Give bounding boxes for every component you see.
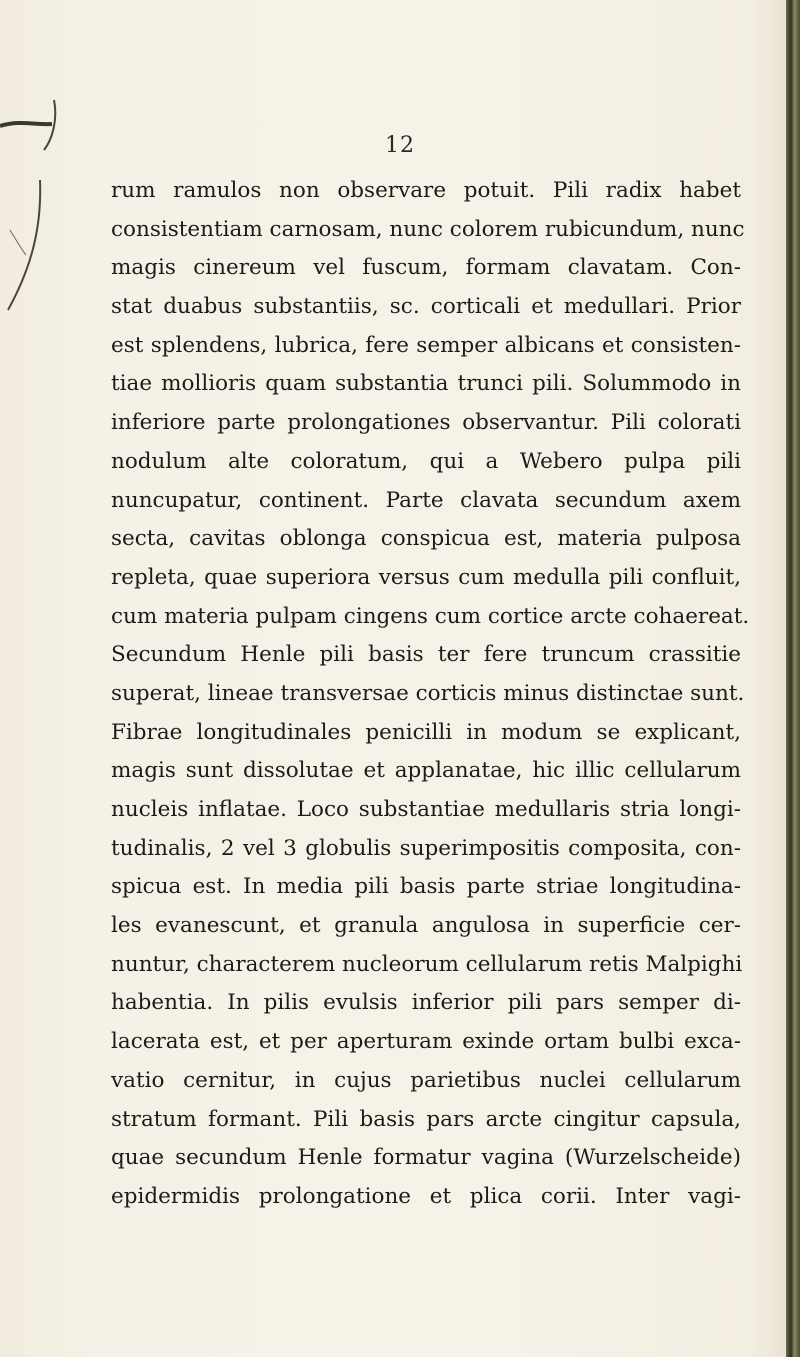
text-line: Secundum Henle pili basis ter fere truncum crassitie [111,642,741,668]
page-number: 12 [385,133,415,158]
text-line: nuntur, characterem nucleorum cellularum retis Malpighi [111,951,743,977]
text-line: tiae mollioris quam substantia trunci pili. Solummodo in [111,371,741,397]
text-line: magis cinereum vel fuscum, formam clavatam. Con- [111,255,741,281]
text-line: Fibrae longitudinales penicilli in modum se explicant, [111,719,741,745]
text-line: spicua est. In media pili basis parte striae longitudina- [111,874,741,900]
text-line: vatio cernitur, in cujus parietibus nuclei cellularum [111,1067,741,1093]
text-line: repleta, quae superiora versus cum medulla pili confluit, [111,564,741,590]
text-line: habentia. In pilis evulsis inferior pili pars semper di- [111,990,741,1016]
text-line: les evanescunt, et granula angulosa in superficie cer- [111,913,741,939]
text-line: nodulum alte coloratum, qui a Webero pulpa pili [111,448,741,474]
text-line: rum ramulos non observare potuit. Pili radix habet [111,178,741,203]
text-line: nuncupatur, continent. Parte clavata secundum axem [111,487,741,513]
text-line: epidermidis prolongatione et plica corii. Inter vagi- [111,1183,741,1209]
text-line: consistentiam carnosam, nunc colorem rubicundum, nunc [111,216,745,242]
text-line: secta, cavitas oblonga conspicua est, materia pulposa [111,526,741,552]
text-line: magis sunt dissolutae et applanatae, hic illic cellularum [111,758,741,784]
margin-pencil-mark [0,80,70,320]
text-line: cum materia pulpam cingens cum cortice arcte cohaereat. [111,603,750,629]
text-line: tudinalis, 2 vel 3 globulis superimpositis composita, con- [111,835,741,861]
text-line: superat, lineae transversae corticis minus distinctae sunt. [111,680,745,706]
text-line: est splendens, lubrica, fere semper albicans et consisten- [111,332,741,358]
text-line: lacerata est, et per aperturam exinde ortam bulbi exca- [111,1029,741,1055]
text-line: stat duabus substantiis, sc. corticali et medullari. Prior [111,294,741,320]
book-edge-shadow [786,0,800,1357]
text-line: quae secundum Henle formatur vagina (Wurzelscheide) [111,1145,741,1171]
text-line: inferiore parte prolongationes observantur. Pili colorati [111,410,741,436]
body-text [111,172,750,1217]
text-line: stratum formant. Pili basis pars arcte cingitur capsula, [111,1106,741,1132]
text-line: nucleis inflatae. Loco substantiae medullaris stria longi- [111,797,741,822]
